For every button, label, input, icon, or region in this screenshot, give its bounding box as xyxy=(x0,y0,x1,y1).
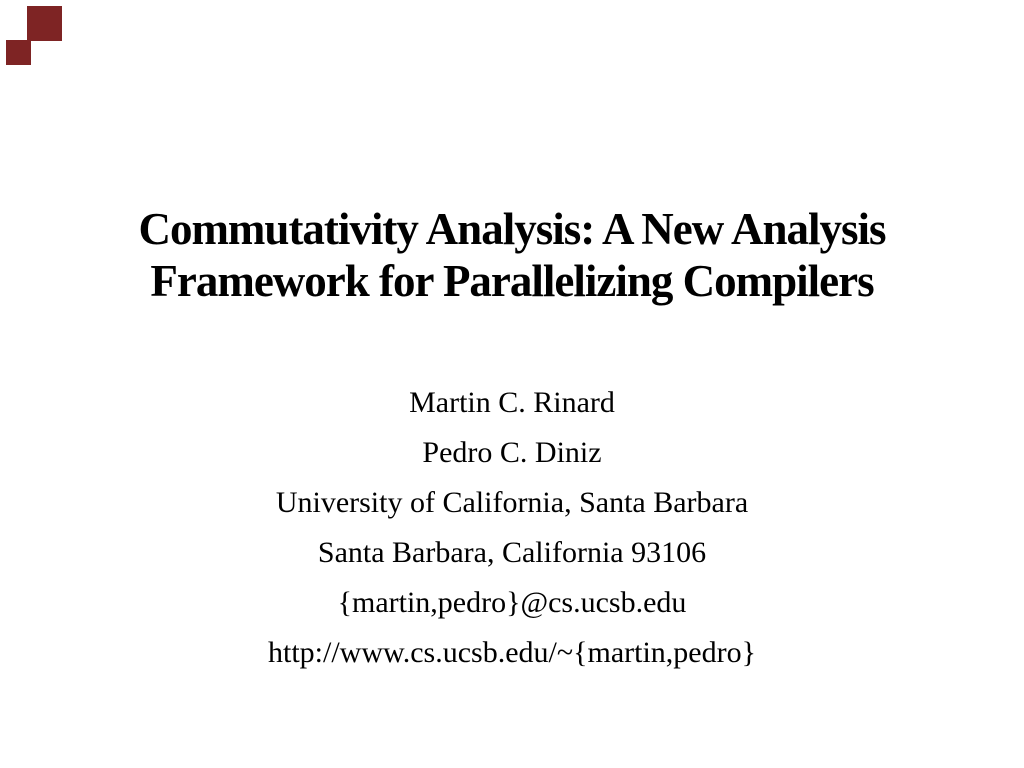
email-line: {martin,pedro}@cs.ucsb.edu xyxy=(337,586,687,619)
slide-title xyxy=(40,203,984,307)
slide-title-line-2: Framework for Parallelizing Compilers xyxy=(150,256,874,306)
affiliation-line: University of California, Santa Barbara xyxy=(275,486,749,519)
decor-square-small-icon xyxy=(6,40,31,65)
url-line: http://www.cs.ucsb.edu/~{martin,pedro} xyxy=(268,636,756,669)
decor-square-large-icon xyxy=(27,6,62,41)
slide-title-line-1: Commutativity Analysis: A New Analysis xyxy=(138,204,886,254)
author-block xyxy=(0,378,1024,678)
author-name-2: Pedro C. Diniz xyxy=(422,436,602,469)
author-name-1: Martin C. Rinard xyxy=(409,386,615,419)
address-line: Santa Barbara, California 93106 xyxy=(317,536,707,569)
